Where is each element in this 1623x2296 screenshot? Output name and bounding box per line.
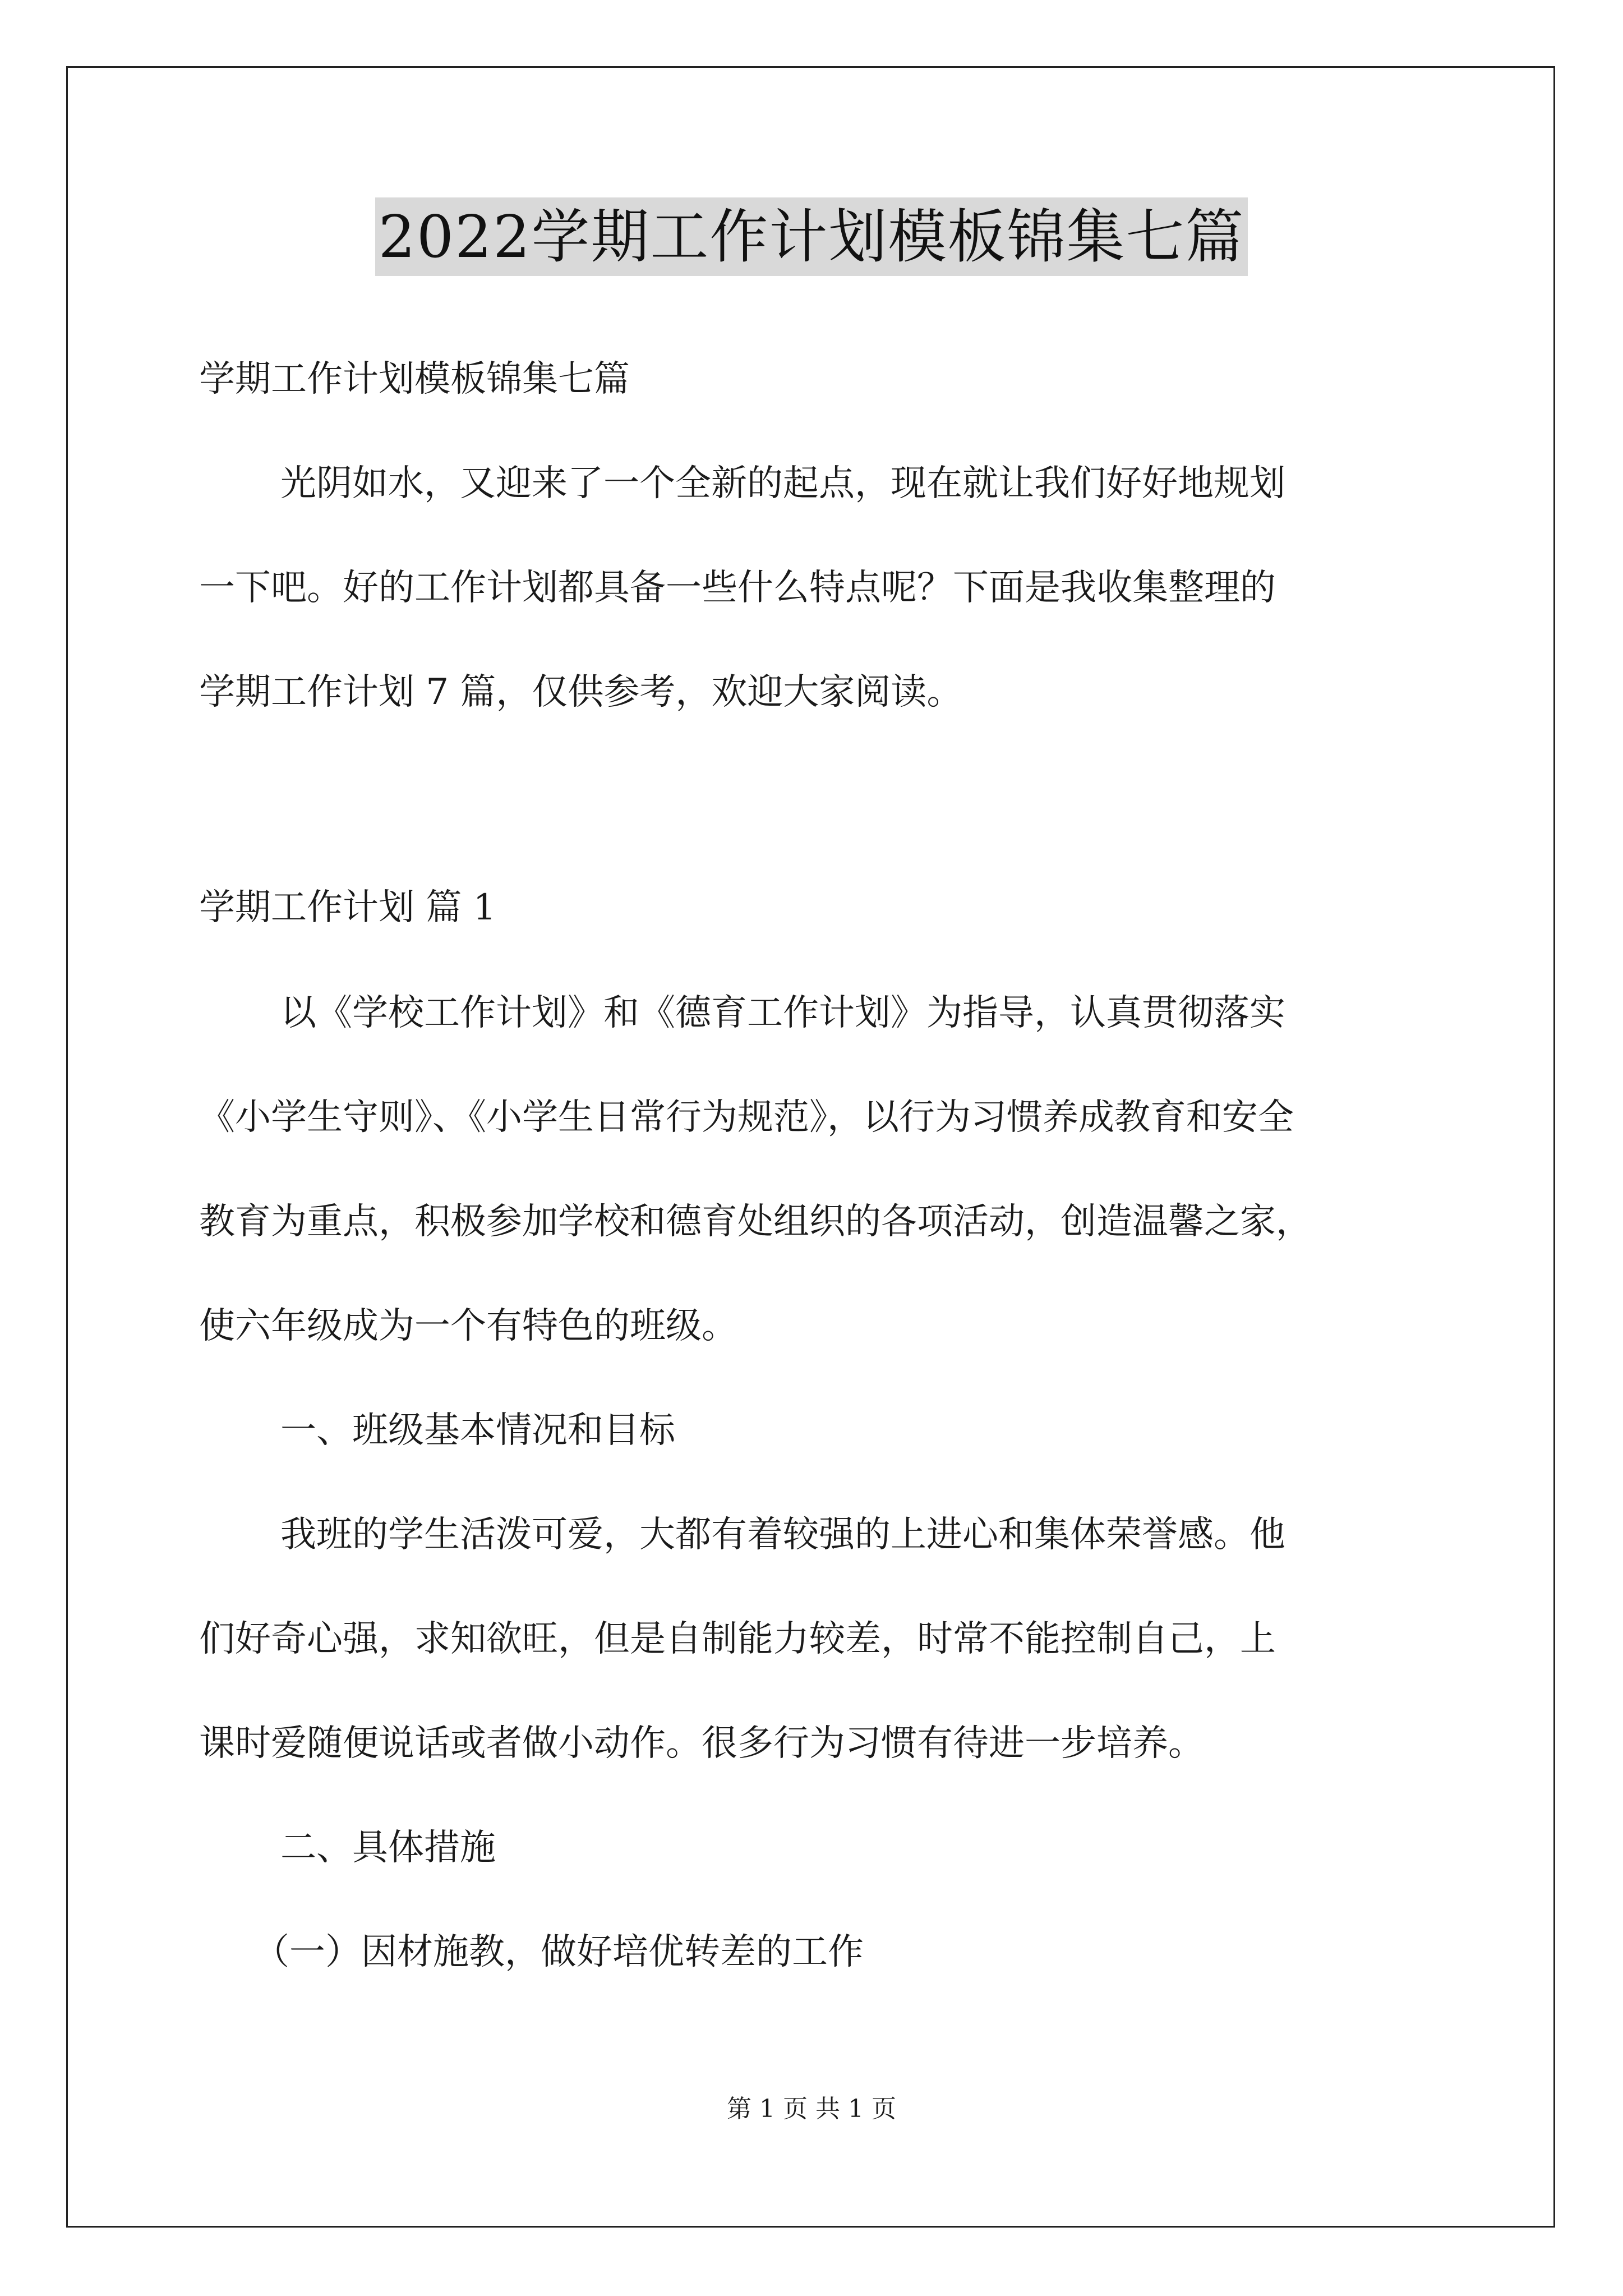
heading-basic-situation: 一、班级基本情况和目标 <box>280 1410 675 1451</box>
heading-measures: 二、具体措施 <box>280 1827 496 1869</box>
section-1-heading: 学期工作计划 篇 1 <box>199 887 496 928</box>
page-footer: 第 1 页 共 1 页 <box>727 2095 896 2123</box>
document-subtitle: 学期工作计划模板锦集七篇 <box>199 358 630 400</box>
document-title: 2022学期工作计划模板锦集七篇 <box>375 197 1248 276</box>
intro-line-2: 一下吧。好的工作计划都具备一些什么特点呢？下面是我收集整理的 <box>199 567 1276 609</box>
intro-line-1: 光阴如水，又迎来了一个全新的起点，现在就让我们好好地规划 <box>280 463 1285 504</box>
situation-line-1: 我班的学生活泼可爱，大都有着较强的上进心和集体荣誉感。他 <box>280 1514 1285 1556</box>
intro-line-3: 学期工作计划 7 篇，仅供参考，欢迎大家阅读。 <box>199 671 963 713</box>
title-container <box>0 197 1623 276</box>
section-1-line-3: 教育为重点，积极参加学校和德育处组织的各项活动，创造温馨之家， <box>199 1201 1312 1243</box>
situation-line-2: 们好奇心强，求知欲旺，但是自制能力较差，时常不能控制自己，上 <box>199 1618 1276 1660</box>
section-1-line-4: 使六年级成为一个有特色的班级。 <box>199 1305 737 1347</box>
situation-line-3: 课时爱随便说话或者做小动作。很多行为习惯有待进一步培养。 <box>199 1723 1204 1764</box>
sub-heading-teaching: （一）因材施教，做好培优转差的工作 <box>253 1931 864 1973</box>
section-1-line-1: 以《学校工作计划》和《德育工作计划》为指导，认真贯彻落实 <box>280 992 1285 1034</box>
section-1-line-2: 《小学生守则》、《小学生日常行为规范》，以行为习惯养成教育和安全 <box>199 1097 1294 1138</box>
